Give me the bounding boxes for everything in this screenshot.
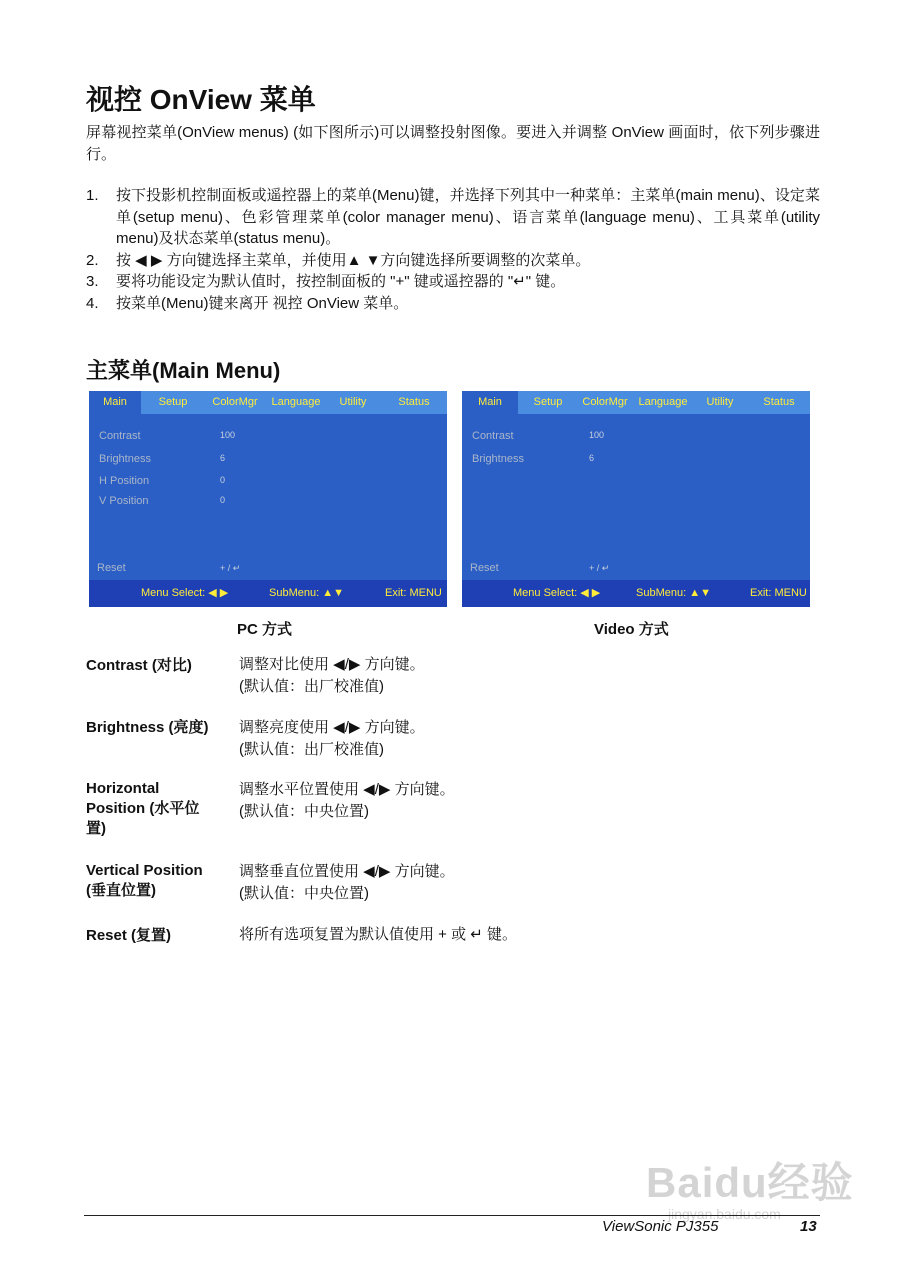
desc-reset-line1: 将所有选项复置为默认值使用 + 或 ↵ 键。 [239, 926, 517, 943]
desc-horizontal-line2: (默认值：中央位置) [239, 803, 369, 820]
footer-page-number: 13 [800, 1218, 817, 1235]
osd-item-value: 0 [220, 475, 226, 485]
footer-product-name: ViewSonic PJ355 [602, 1218, 719, 1235]
section-title: 主菜单(Main Menu) [86, 358, 281, 383]
osd-footer-submenu: SubMenu: ▲▼ [269, 587, 344, 599]
step-item [86, 271, 820, 293]
osd-tab-setup: Setup [533, 396, 563, 408]
osd-item-label: Contrast [99, 430, 141, 442]
step-number: 4. [86, 294, 99, 312]
desc-horizontal-line1: 调整水平位置使用 ◀/▶ 方向键。 [239, 781, 455, 798]
step-text: 按菜单(Menu)键来离开 视控 OnView 菜单。 [116, 294, 409, 312]
footer-divider [84, 1215, 820, 1216]
osd-tab-bar [89, 391, 447, 414]
osd-item-value: 100 [220, 430, 236, 440]
osd-item-label: Contrast [472, 430, 514, 442]
page-title: 视控 OnView 菜单 [86, 84, 316, 115]
osd-item-label: Brightness [99, 453, 151, 465]
caption-pc: PC 方式 [237, 621, 293, 638]
osd-footer [462, 580, 810, 607]
step-text: 按下投影机控制面板或遥控器上的菜单(Menu)键，并选择下列其中一种菜单：主菜单(main menu)、设定菜单(setup menu)、色彩管理菜单(color manager menu)、语言菜单(language menu)、工具菜单(utility menu)及状态菜单(status menu)。 [116, 187, 820, 248]
osd-item-value: 6 [220, 453, 226, 463]
osd-tab-language: Language [638, 396, 688, 408]
step-item [86, 250, 820, 272]
osd-tab-setup: Setup [158, 396, 188, 408]
term-brightness: Brightness (亮度) [86, 719, 209, 736]
term-reset: Reset (复置) [86, 927, 172, 944]
term-vertical-position: Vertical Position (垂直位置) [86, 862, 203, 899]
osd-item-label: H Position [99, 475, 150, 487]
osd-item-value: 6 [589, 453, 595, 463]
osd-footer-exit: Exit: MENU [385, 587, 442, 599]
osd-footer-submenu: SubMenu: ▲▼ [636, 587, 711, 599]
term-horizontal-position: Horizontal Position (水平位置) [86, 780, 200, 837]
osd-tab-main: Main [462, 391, 518, 414]
osd-reset-keys: + / ↵ [220, 563, 241, 573]
osd-footer [89, 580, 447, 607]
baidu-watermark-logo: Baidu经验 [646, 1159, 854, 1206]
osd-screenshot-pc [89, 391, 447, 607]
osd-footer-exit: Exit: MENU [750, 587, 807, 599]
osd-item-label: V Position [99, 495, 149, 507]
term-contrast: Contrast (对比) [86, 657, 192, 674]
step-item [86, 293, 820, 315]
osd-tab-utility: Utility [339, 396, 367, 408]
step-text: 要将功能设定为默认值时，按控制面板的 "+" 键或遥控器的 "↵" 键。 [116, 273, 566, 291]
steps-list [86, 185, 820, 315]
osd-tab-colormgr: ColorMgr [212, 396, 258, 408]
osd-footer-menu-select: Menu Select: ◀ ▶ [141, 587, 229, 599]
osd-tab-colormgr: ColorMgr [582, 396, 628, 408]
desc-contrast-line1: 调整对比使用 ◀/▶ 方向键。 [239, 656, 425, 673]
desc-vertical-line2: (默认值：中央位置) [239, 885, 369, 902]
intro-paragraph: 屏幕视控菜单(OnView menus) (如下图所示)可以调整投射图像。要进入并调整 OnView 画面时，依下列步骤进行。 [86, 124, 820, 163]
osd-tab-bar [462, 391, 810, 414]
osd-item-value: 0 [220, 495, 226, 505]
osd-tab-status: Status [763, 396, 795, 408]
step-number: 3. [86, 273, 99, 291]
osd-footer-menu-select: Menu Select: ◀ ▶ [513, 587, 601, 599]
osd-reset-label: Reset [97, 562, 126, 574]
step-item [86, 185, 820, 250]
desc-contrast-line2: (默认值：出厂校准值) [239, 678, 384, 695]
osd-tab-status: Status [398, 396, 430, 408]
osd-item-value: 100 [589, 430, 605, 440]
osd-tab-utility: Utility [706, 396, 734, 408]
desc-vertical-line1: 调整垂直位置使用 ◀/▶ 方向键。 [239, 863, 455, 880]
caption-video: Video 方式 [594, 621, 669, 638]
osd-reset-label: Reset [470, 562, 499, 574]
step-text: 按 ◀ ▶ 方向键选择主菜单，并使用▲ ▼方向键选择所要调整的次菜单。 [116, 251, 591, 269]
osd-tab-language: Language [271, 396, 321, 408]
osd-screenshot-video [462, 391, 810, 607]
desc-brightness-line2: (默认值：出厂校准值) [239, 741, 384, 758]
osd-item-label: Brightness [472, 453, 524, 465]
step-number: 1. [86, 187, 99, 204]
osd-tab-main: Main [89, 391, 141, 414]
baidu-watermark-url: jingyan.baidu.com [668, 1206, 781, 1222]
desc-brightness-line1: 调整亮度使用 ◀/▶ 方向键。 [239, 719, 425, 736]
step-number: 2. [86, 251, 99, 269]
osd-reset-keys: + / ↵ [589, 563, 610, 573]
